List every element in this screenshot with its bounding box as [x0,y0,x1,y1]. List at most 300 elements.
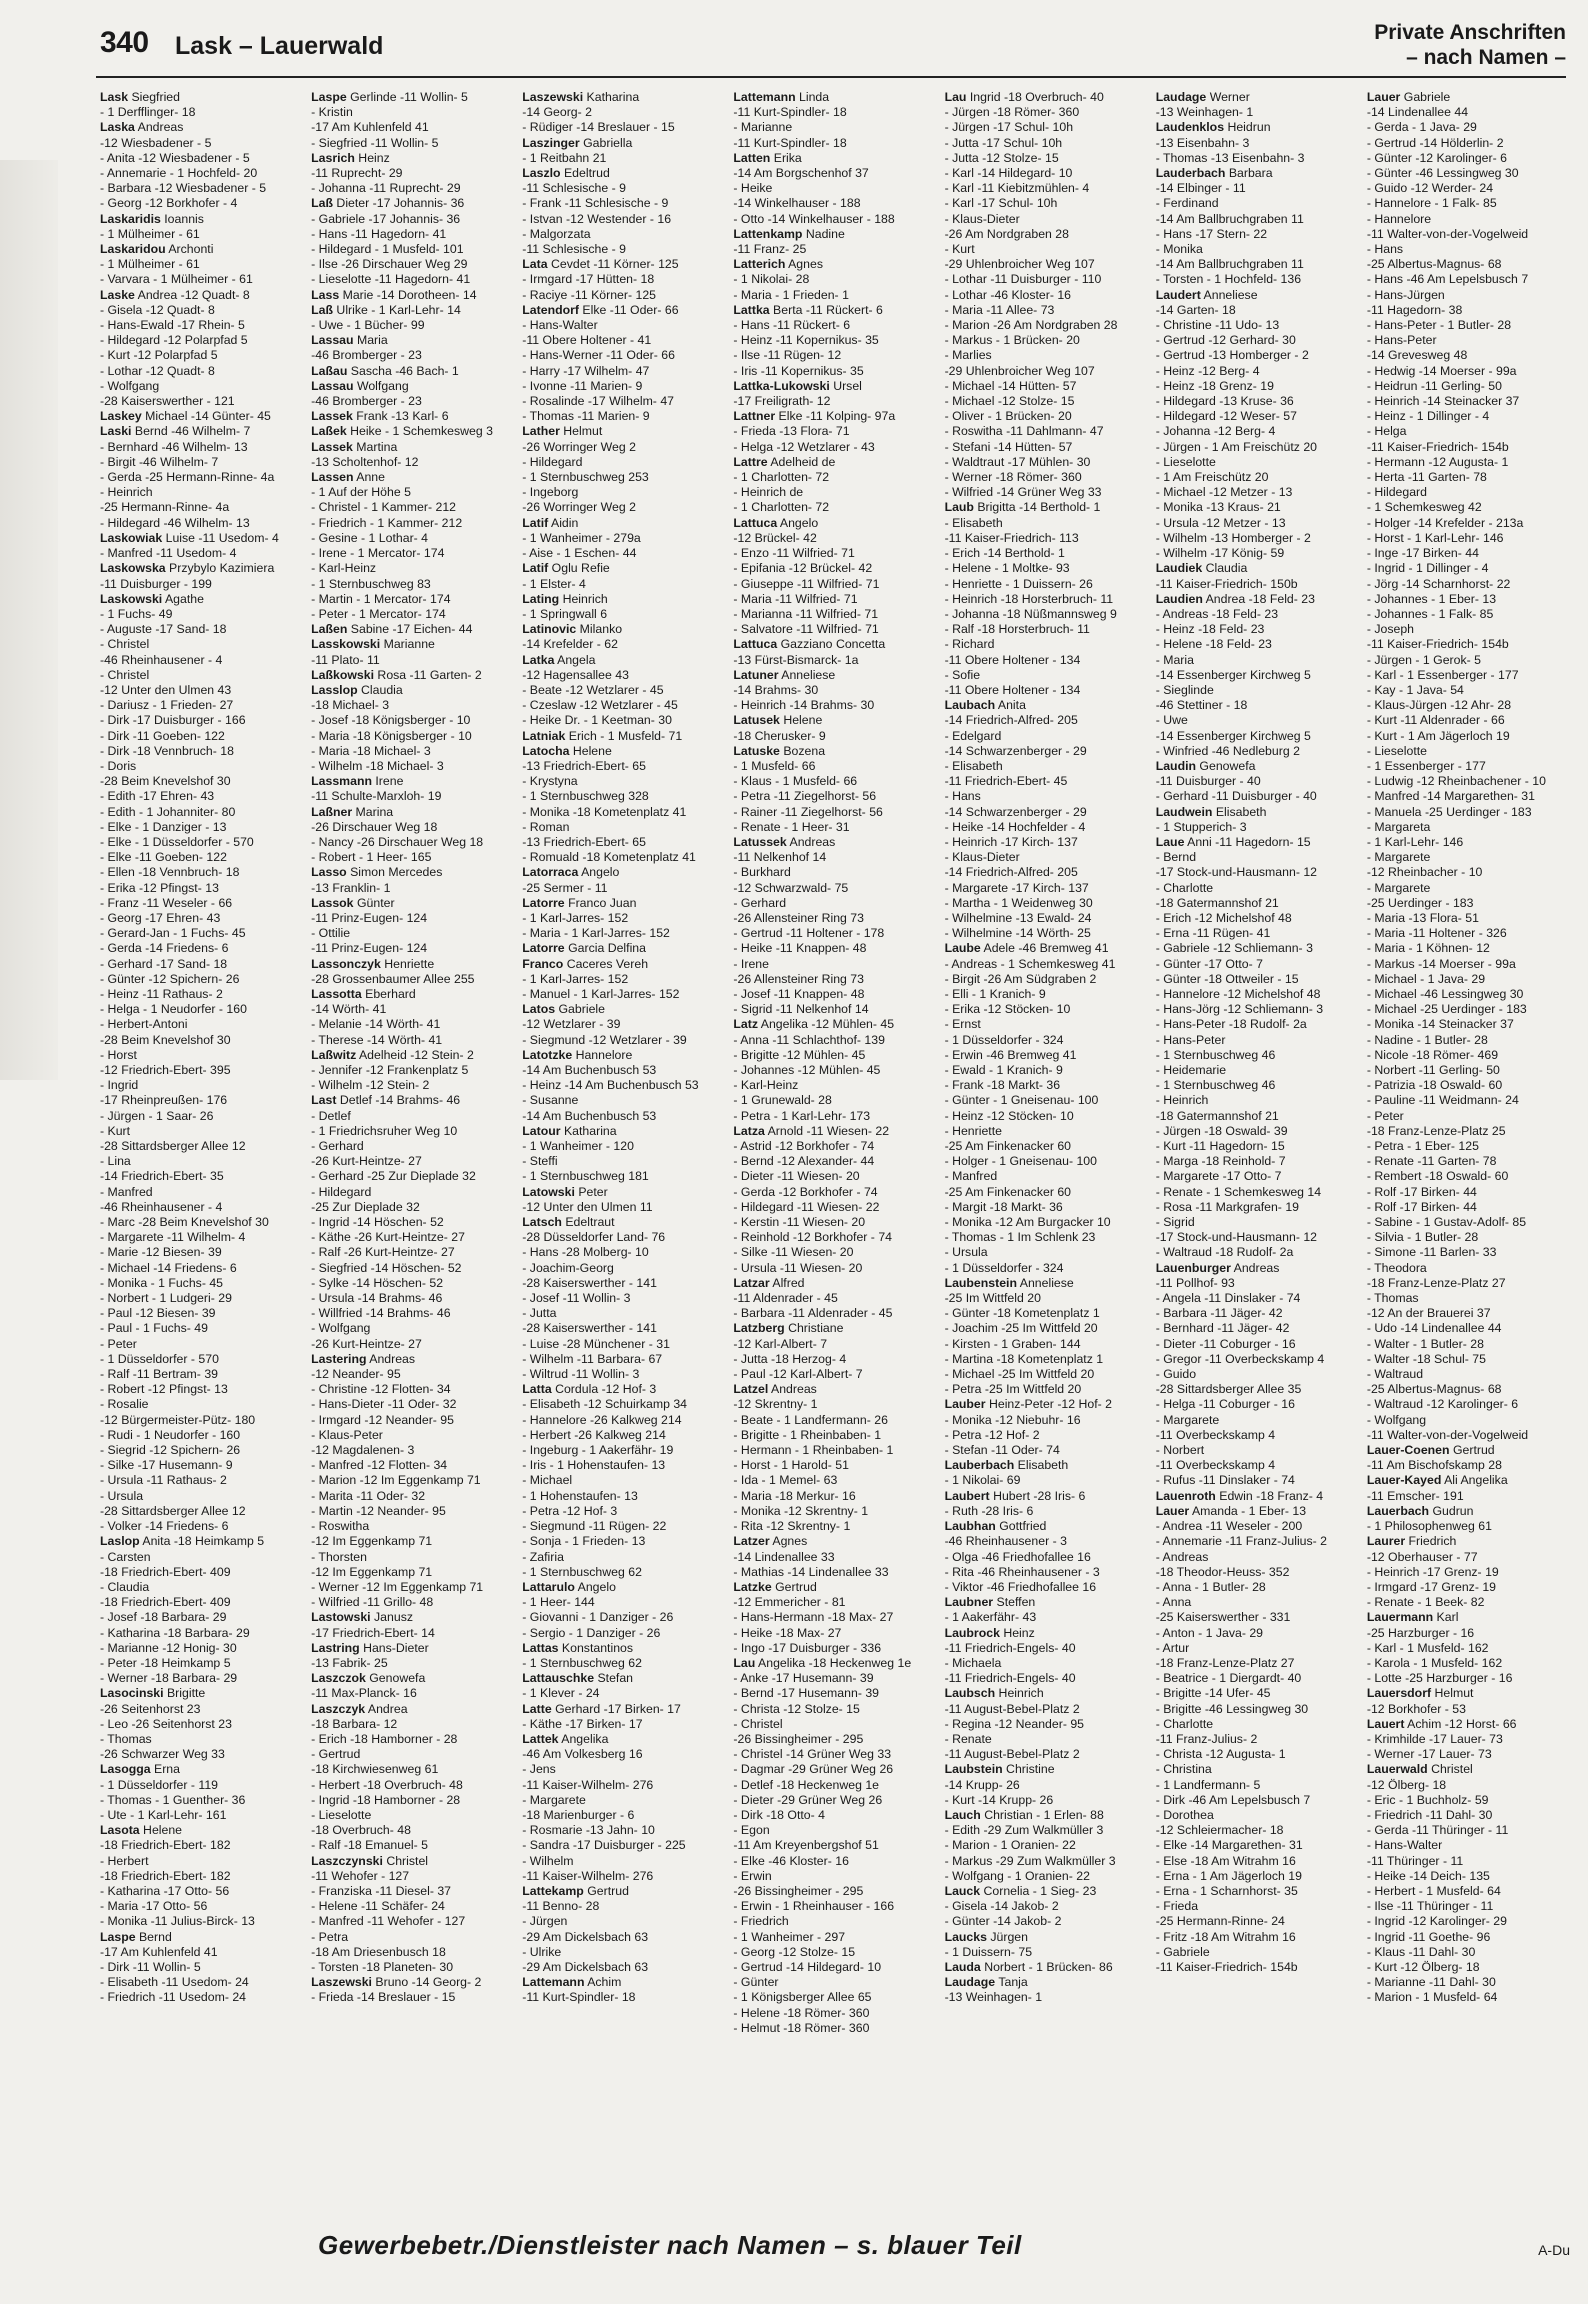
directory-entry: - Sonja - 1 Frieden- 13 [522,1534,646,1549]
directory-entry: - Helene -11 Schäfer- 24 [311,1899,445,1914]
directory-entry: - Hans-Jürgen [1366,287,1445,302]
directory-entry: -26 Kurt-Heintze- 27 [311,1336,422,1351]
directory-entry: - Katharina -17 Otto- 56 [100,1883,230,1898]
directory-entry: - Brigitte -14 Ufer- 45 [1155,1686,1271,1701]
directory-entry: - Siegfried -11 Wollin- 5 [311,135,439,150]
directory-entry: - 1 Sternbuschweg 328 [522,789,649,804]
directory-entry: Lattemann Linda [733,90,830,104]
directory-entry: - Brigitte - 1 Rheinbaben- 1 [733,1427,882,1442]
directory-entry: - Gertrud -11 Holtener - 178 [733,926,885,941]
directory-entry: - Herta -11 Garten- 78 [1366,470,1487,485]
directory-entry: - Ulrike [522,1944,562,1959]
directory-entry: Lasso Simon Mercedes [311,865,443,880]
directory-entry: -14 Lindenallee 33 [733,1549,835,1564]
directory-entry: - Franz -11 Weseler - 66 [100,895,233,910]
directory-entry: -26 Am Nordgraben 28 [944,226,1069,241]
directory-entry: - Erika -12 Stöcken- 10 [944,1002,1071,1017]
directory-entry: -13 Friedrich-Ebert- 65 [522,834,646,849]
directory-entry: - Torsten -18 Planeten- 30 [311,1959,454,1974]
directory-entry: - Hermann - 1 Rheinbaben- 1 [733,1443,894,1458]
directory-entry: - Hans -46 Am Lepelsbusch 7 [1366,272,1529,287]
footer-note: Gewerbebetr./Dienstleister nach Namen – s. blauer Teil [318,2230,1022,2260]
directory-entry: -17 Stock-und-Hausmann- 12 [1155,1230,1318,1245]
directory-entry: - Sandra -17 Duisburger - 225 [522,1838,686,1853]
directory-entry: - Roswitha -11 Dahlmann- 47 [944,424,1104,439]
directory-entry: - Katharina -18 Barbara- 29 [100,1625,250,1640]
directory-entry: - Pauline -11 Weidmann- 24 [1366,1093,1519,1108]
directory-entry: -17 Rheinpreußen- 176 [100,1093,228,1108]
directory-entry: -13 Scholtenhof- 12 [311,454,419,469]
directory-entry: - Ursula -11 Wiesen- 20 [733,1260,863,1275]
section-title [1374,20,1566,70]
directory-entry: - Barbara -11 Aldenrader - 45 [733,1306,893,1321]
directory-entry: - Frank -18 Markt- 36 [944,1078,1061,1093]
directory-entry: - Elli - 1 Kranich- 9 [944,986,1046,1001]
directory-entry: - Angela -11 Dinslaker - 74 [1155,1291,1301,1306]
directory-entry: - Holger - 1 Gneisenau- 100 [944,1154,1097,1169]
directory-entry: - Michaela [944,1655,1002,1670]
directory-entry: Latta Cordula -12 Hof- 3 [522,1382,657,1397]
directory-entry: - Petra -12 Hof- 2 [944,1427,1040,1442]
directory-entry: - Joseph [1366,622,1415,637]
directory-entry: - Dirk -18 Vennbruch- 18 [100,743,234,758]
directory-entry: -14 Schwarzenberger - 29 [944,804,1087,819]
directory-entry: Lauenburger Andreas [1155,1260,1280,1275]
directory-entry: - Hans-Dieter -11 Oder- 32 [311,1397,457,1412]
directory-entry: - Claudia [100,1579,150,1594]
directory-entry: Laudiek Claudia [1155,561,1248,576]
directory-entry: - Michael -14 Hütten- 57 [944,378,1077,393]
directory-entry: Laudien Andrea -18 Feld- 23 [1155,591,1315,606]
directory-entry: - Lothar -46 Kloster- 16 [944,287,1072,302]
directory-entry: -11 Kaiser-Wilhelm- 276 [522,1777,654,1792]
directory-entry: -18 Friedrich-Ebert- 409 [100,1595,231,1610]
directory-entry: Laskey Michael -14 Günter- 45 [100,409,271,424]
directory-column [522,90,721,2220]
directory-entry: - Christel [100,637,150,652]
directory-entry: Latendorf Elke -11 Oder- 66 [522,302,679,317]
directory-entry: - Erwin [733,1868,772,1883]
directory-entry: - Ralf -18 Emanuel- 5 [311,1838,429,1853]
directory-entry: Laspe Bernd [100,1929,172,1944]
directory-entry: - Hans-Peter -18 Rudolf- 2a [1155,1017,1307,1032]
directory-entry: - Hildegard [311,1184,372,1199]
directory-entry: - Wolfgang - 1 Oranien- 22 [944,1868,1090,1883]
directory-entry: -13 Weinhagen- 1 [944,1990,1043,2005]
directory-entry: - Hedwig -14 Moerser - 99a [1366,363,1517,378]
directory-entry: - Helene - 1 Moltke- 93 [944,561,1070,576]
directory-entry: - Hans-Werner -11 Oder- 66 [522,348,675,363]
directory-entry: - Michael [522,1473,573,1488]
directory-entry: - Gertrud [311,1747,361,1762]
directory-entry: - Michael -12 Metzer - 13 [1155,485,1293,500]
directory-entry: -18 Friedrich-Ebert- 182 [100,1868,231,1883]
directory-entry: - Regina -12 Neander- 95 [944,1716,1085,1731]
directory-entry: - Manuela -25 Uerdinger - 183 [1366,804,1532,819]
directory-entry: - Detlef [311,1108,351,1123]
directory-entry: - Edith - 1 Johanniter- 80 [100,804,236,819]
directory-entry: - Markus -29 Zum Walkmüller 3 [944,1853,1116,1868]
directory-entry: - Hans-Walter [522,318,598,333]
directory-entry: - Henriette [944,1123,1002,1138]
directory-entry: -13 Franklin- 1 [311,880,391,895]
directory-entry: - Peter - 1 Mercator- 174 [311,606,446,621]
directory-entry: -25 Harzburger - 16 [1366,1625,1475,1640]
directory-entry: - 1 Aakerfähr- 43 [944,1610,1037,1625]
directory-column [1367,90,1566,2220]
directory-entry: Lau Ingrid -18 Overbruch- 40 [944,90,1104,104]
directory-entry: - Silvia - 1 Butler- 28 [1366,1230,1479,1245]
directory-entry: - Günter -12 Spichern- 26 [100,971,240,986]
directory-entry: Latsch Edeltraut [522,1215,615,1230]
directory-entry: -12 Bürgermeister-Pütz- 180 [100,1412,256,1427]
directory-entry: -28 Sittardsberger Allee 12 [100,1503,246,1518]
directory-entry: - Hans [944,789,981,804]
directory-entry: - Irene [733,956,769,971]
directory-entry: - Kurt -12 Ölberg- 18 [1366,1959,1480,1974]
directory-entry: -18 Marienburger - 6 [522,1807,635,1822]
directory-entry: - 1 Wanheimer - 120 [522,1139,634,1154]
directory-entry: -18 Franz-Lenze-Platz 27 [1366,1275,1506,1290]
directory-entry: - Herbert - 1 Musfeld- 64 [1366,1883,1501,1898]
directory-entry: - Reinhold -12 Borkhofer - 74 [733,1230,892,1245]
directory-entry: - Therese -14 Wörth- 41 [311,1032,443,1047]
directory-entry: - Dieter -11 Coburger - 16 [1155,1336,1296,1351]
directory-entry: -12 Im Eggenkamp 71 [311,1564,433,1579]
directory-entry: - Gisela -12 Quadt- 8 [100,302,215,317]
directory-entry: Lasota Helene [100,1823,183,1838]
directory-entry: -46 Bromberger - 23 [311,394,422,409]
directory-entry: - Ilse -26 Dirschauer Weg 29 [311,257,468,272]
directory-entry: - Gisela -14 Jakob- 2 [944,1899,1059,1914]
directory-entry: - Stefan -11 Oder- 74 [944,1443,1060,1458]
directory-entry: - Kurt -14 Krupp- 26 [944,1792,1054,1807]
directory-entry: - Anna -11 Schlachthof- 139 [733,1032,885,1047]
directory-entry: Latz Angelika -12 Mühlen- 45 [733,1017,895,1032]
directory-entry: - Hans -11 Hagedorn- 41 [311,226,447,241]
directory-entry: - Manfred -14 Margarethen- 31 [1366,789,1535,804]
directory-entry: - Jürgen - 1 Saar- 26 [100,1108,214,1123]
directory-entry: -11 Duisburger - 199 [100,576,212,591]
directory-entry: - Thomas - 1 Guenther- 36 [100,1792,246,1807]
directory-entry: - Jens [522,1762,556,1777]
directory-entry: - Bernhard -46 Wilhelm- 13 [100,439,248,454]
directory-entry: - Thorsten [311,1549,367,1564]
directory-entry: - Friedrich [733,1914,789,1929]
directory-entry: Lattka Berta -11 Rückert- 6 [733,302,883,317]
directory-entry: - Elisabeth -12 Schuirkamp 34 [522,1397,688,1412]
directory-entry: -11 Kaiser-Friedrich- 150b [1155,576,1298,591]
directory-entry: Laubsch Heinrich [944,1686,1044,1701]
directory-entry: -29 Uhlenbroicher Weg 107 [944,363,1095,378]
directory-entry: - Gertrud -14 Hildegard- 10 [733,1959,882,1974]
directory-entry: - 1 Mülheimer - 61 [100,257,200,272]
directory-entry: - Gertrud -14 Hölderlin- 2 [1366,135,1504,150]
directory-entry: - Nadine - 1 Butler- 28 [1366,1032,1488,1047]
directory-entry: - Salvatore -11 Wilfried- 71 [733,622,879,637]
directory-entry: - Lieselotte [1155,454,1216,469]
directory-entry: - 1 Wanheimer - 279a [522,530,641,545]
directory-columns [100,90,1566,2220]
directory-entry: - Richard [944,637,995,652]
directory-entry: - Hannelore -26 Kalkweg 214 [522,1412,682,1427]
directory-entry: -12 Magdalenen- 3 [311,1443,415,1458]
directory-entry: -13 Friedrich-Ebert- 65 [522,758,646,773]
directory-entry: - Leo -26 Seitenhorst 23 [100,1716,232,1731]
directory-entry: - Margarete -17 Kirch- 137 [944,880,1089,895]
directory-entry: - Hans -11 Rückert- 6 [733,318,851,333]
directory-entry: -12 Ölberg- 18 [1366,1777,1447,1792]
directory-entry: - 1 Auf der Höhe 5 [311,485,411,500]
directory-entry: - Franziska -11 Diesel- 37 [311,1883,452,1898]
directory-entry: Latterich Agnes [733,257,823,272]
directory-entry: Laszinger Gabriella [522,135,633,150]
directory-entry: -11 Kaiser-Friedrich- 154b [1155,1959,1298,1974]
directory-entry: - Ruth -28 Iris- 6 [944,1503,1034,1518]
directory-entry: - Ingrid - 1 Dillinger - 4 [1366,561,1489,576]
directory-entry: - Guido [1155,1367,1197,1382]
directory-entry: - Hildegard [1366,485,1427,500]
directory-entry: - Beate -12 Wetzlarer - 45 [522,682,664,697]
directory-entry: - Christel - 1 Kammer- 212 [311,500,457,515]
directory-entry: - Frank -11 Schlesische - 9 [522,196,669,211]
directory-entry: - Markus -14 Moerser - 99a [1366,956,1516,971]
header-rule [96,76,1566,78]
directory-entry: -28 Beim Knevelshof 30 [100,774,231,789]
directory-entry: - Jutta -12 Stolze- 15 [944,150,1059,165]
directory-entry: - Monika -11 Julius-Birck- 13 [100,1914,255,1929]
directory-entry: - Wilhelm -13 Homberger - 2 [1155,530,1311,545]
directory-entry: - Birgit -26 Am Südgraben 2 [944,971,1097,986]
directory-entry: - Michael -12 Stolze- 15 [944,394,1075,409]
directory-entry: - Elisabeth [944,758,1003,773]
directory-entry: - Willfried -14 Brahms- 46 [311,1306,451,1321]
directory-entry: Lattekamp Gertrud [522,1883,629,1898]
directory-entry: -11 Benno- 28 [522,1899,600,1914]
directory-entry: - 1 Karl-Jarres- 152 [522,971,629,986]
directory-entry: - Heinrich -14 Brahms- 30 [733,698,875,713]
directory-entry: -11 Kaiser-Friedrich- 154b [1366,637,1509,652]
directory-entry: - Waltraud -12 Karolinger- 6 [1366,1397,1519,1412]
directory-entry: Laue Anni -11 Hagedorn- 15 [1155,834,1311,849]
directory-entry: - Iris -11 Kopernikus- 35 [733,363,864,378]
directory-entry: - Elke -14 Margarethen- 31 [1155,1838,1303,1853]
directory-entry: - Johanna -12 Berg- 4 [1155,424,1276,439]
directory-entry: - 1 Nikolai- 69 [944,1473,1021,1488]
region-code: A-Du [1538,2242,1570,2258]
directory-entry: - Ernst [944,1017,981,1032]
directory-entry: -28 Kaiserswerther - 121 [100,394,235,409]
directory-entry: -12 Borkhofer - 53 [1366,1701,1466,1716]
directory-entry: - Werner -17 Lauer- 73 [1366,1747,1492,1762]
directory-column [100,90,299,2220]
directory-entry: Latzar Alfred [733,1275,805,1290]
directory-entry: - Ivonne -11 Marien- 9 [522,378,643,393]
directory-entry: - 1 Königsberger Allee 65 [733,1990,872,2005]
directory-entry: Lassen Anne [311,470,385,485]
directory-entry: -11 Friedrich-Ebert- 45 [944,774,1068,789]
directory-entry: -12 Friedrich-Ebert- 395 [100,1063,231,1077]
directory-entry: -11 Max-Planck- 16 [311,1686,417,1701]
directory-entry: - Marianne [733,120,793,135]
directory-entry: Laszczok Genowefa [311,1671,426,1686]
directory-entry: - Barbara -12 Wiesbadener - 5 [100,181,267,196]
directory-entry: -14 Am Ballbruchgraben 11 [1155,211,1304,226]
directory-entry: - Ilse -11 Thüringer - 11 [1366,1899,1494,1914]
directory-entry: Lassau Maria [311,333,388,348]
directory-entry: -26 Kurt-Heintze- 27 [311,1154,422,1169]
directory-entry: - 1 Sternbuschweg 181 [522,1169,649,1184]
directory-entry: - Lieselotte [311,1807,372,1822]
directory-entry: - Maria - 1 Köhnen- 12 [1366,941,1490,956]
directory-entry: - Hannelore -12 Michelshof 48 [1155,986,1321,1001]
directory-entry: - Josef -18 Barbara- 29 [100,1610,227,1625]
directory-entry: -11 Am Bischofskamp 28 [1366,1458,1502,1473]
directory-entry: - Siegrid -12 Spichern- 26 [100,1443,241,1458]
directory-entry: - Edith -17 Ehren- 43 [100,789,215,804]
directory-entry: - Irmgard -12 Neander- 95 [311,1412,454,1427]
page-number: 340 [100,26,149,59]
directory-entry: Franco Caceres Vereh [522,956,649,971]
directory-entry: - Iris - 1 Hohenstaufen- 13 [522,1458,666,1473]
directory-entry: - Monika -12 Am Burgacker 10 [944,1215,1111,1230]
directory-entry: - 1 Nikolai- 28 [733,272,810,287]
directory-entry: Lattauschke Stefan [522,1671,634,1686]
directory-entry: - Gerda -11 Thüringer - 11 [1366,1823,1509,1838]
directory-entry: - Rainer -11 Ziegelhorst- 56 [733,804,883,819]
directory-column [311,90,510,2220]
directory-entry: - Romuald -18 Kometenplatz 41 [522,850,696,865]
directory-entry: - Christa -12 Stolze- 15 [733,1701,860,1716]
directory-entry: Latorre Garcia Delfina [522,941,646,956]
directory-entry: -11 Kurt-Spindler- 18 [733,105,847,120]
directory-entry: -25 Hermann-Rinne- 4a [100,500,230,515]
directory-entry: -12 Unter den Ulmen 43 [100,682,232,697]
directory-entry: -28 Sittardsberger Allee 12 [100,1139,246,1154]
directory-entry: -11 Kaiser-Friedrich- 113 [944,530,1079,545]
directory-entry: - Dariusz - 1 Frieden- 27 [100,698,234,713]
directory-entry: - Fritz -18 Am Witrahm 16 [1155,1929,1296,1944]
directory-entry: - Günter -46 Lessingweg 30 [1366,166,1519,181]
directory-entry: - 1 Wanheimer - 297 [733,1929,846,1944]
directory-entry: - Robert - 1 Heer- 165 [311,850,432,865]
directory-entry: - Margareta [1366,819,1431,834]
directory-entry: - Gabriele [1155,1944,1210,1959]
directory-entry: -18 Cherusker- 9 [733,728,826,743]
directory-entry: -46 Bromberger - 23 [311,348,422,363]
directory-entry: - Viktor -46 Friedhofallee 16 [944,1579,1097,1594]
directory-entry: -14 Brahms- 30 [733,682,819,697]
directory-entry: Laszczyk Andrea [311,1701,408,1716]
directory-entry: - Helga - 1 Neudorfer - 160 [100,1002,247,1017]
directory-entry: Lassmann Irene [311,774,404,789]
directory-entry: - Marion - 1 Musfeld- 64 [1366,1990,1498,2005]
directory-entry: -14 Grevesweg 48 [1366,348,1468,363]
directory-entry: - Kurt - 1 Am Jägerloch 19 [1366,728,1510,743]
directory-entry: - Karl -14 Hildegard- 10 [944,166,1073,181]
directory-entry: - Markus - 1 Brücken- 20 [944,333,1080,348]
directory-entry: -18 Friedrich-Ebert- 182 [100,1838,231,1853]
directory-entry: - Oliver - 1 Brücken- 20 [944,409,1072,424]
directory-entry: -18 Michael- 3 [311,698,390,713]
directory-entry: -12 Oberhauser - 77 [1366,1549,1478,1564]
directory-entry: - Hildegard -12 Weser- 57 [1155,409,1297,424]
directory-entry: - Walter - 1 Butler- 28 [1366,1336,1484,1351]
directory-entry: -11 Hagedorn- 38 [1366,302,1463,317]
directory-entry: -14 Elbinger - 11 [1155,181,1246,196]
directory-entry: - Lieselotte [1366,743,1427,758]
directory-entry: - Susanne [522,1093,579,1108]
directory-entry: - Thomas - 1 Im Schlenk 23 [944,1230,1096,1245]
directory-entry: - Rembert -18 Oswald- 60 [1366,1169,1509,1184]
directory-entry: -11 Kaiser-Wilhelm- 276 [522,1868,654,1883]
directory-entry: -11 Kurt-Spindler- 18 [733,135,847,150]
directory-entry: - Andreas - 1 Schemkesweg 41 [944,956,1116,971]
directory-entry: - 1 Klever - 24 [522,1686,600,1701]
directory-entry: - Elke - 1 Danziger - 13 [100,819,227,834]
directory-entry: - Erich -12 Michelshof 48 [1155,910,1292,925]
directory-entry: -18 Friedrich-Ebert- 409 [100,1564,231,1579]
directory-entry: - Ute - 1 Karl-Lehr- 161 [100,1807,227,1822]
directory-entry: - 1 Musfeld- 66 [733,758,816,773]
directory-entry: - Michael -25 Uerdinger - 183 [1366,1002,1527,1017]
directory-entry: Lauer-Kayed Ali Angelika [1366,1473,1508,1488]
directory-entry: -25 Albertus-Magnus- 68 [1366,257,1502,272]
directory-entry: Laßek Heike - 1 Schemkesweg 3 [311,424,493,439]
directory-entry: - Margarete [522,1792,586,1807]
directory-entry: - Bernd -12 Alexander- 44 [733,1154,875,1169]
directory-entry: - Wolfgang [311,1321,371,1336]
directory-entry: - 1 Düsseldorfer - 324 [944,1260,1064,1275]
page-header [0,0,1588,80]
directory-entry: - Wilhelm -12 Stein- 2 [311,1078,430,1093]
directory-entry: -26 Bissingheimer - 295 [733,1731,864,1746]
directory-entry: - 1 Duissern- 75 [944,1944,1033,1959]
directory-entry: Laudin Genowefa [1155,758,1256,773]
directory-entry: -11 Obere Holtener - 134 [944,652,1081,667]
directory-entry: - 1 Sternbuschweg 46 [1155,1078,1276,1093]
directory-entry: Laub Brigitta -14 Berthold- 1 [944,500,1101,515]
directory-entry: Laubstein Christine [944,1762,1055,1777]
directory-entry: Laßkowski Rosa -11 Garten- 2 [311,667,482,682]
directory-entry: -11 Schulte-Marxloh- 19 [311,789,442,804]
directory-entry: - Günter -12 Karolinger- 6 [1366,150,1507,165]
directory-entry: Laszewski Katharina [522,90,640,104]
directory-entry: - Andreas [1155,1549,1209,1564]
directory-entry: -11 Franz- 25 [733,242,807,257]
directory-entry: Laubenstein Anneliese [944,1275,1074,1290]
directory-entry: - Georg -12 Borkhofer - 4 [100,196,238,211]
directory-entry: - Krystyna [522,774,578,789]
directory-entry: -11 Prinz-Eugen- 124 [311,910,428,925]
directory-entry: - Marga -18 Reinhold- 7 [1155,1154,1286,1169]
directory-entry: - 1 Landfermann- 5 [1155,1777,1261,1792]
directory-entry: - Jürgen -18 Oswald- 39 [1155,1123,1288,1138]
directory-entry: - Hildegard [522,454,583,469]
directory-entry: Laudage Tanja [944,1975,1028,1990]
directory-entry: -12 Schleiermacher- 18 [1155,1823,1284,1838]
directory-entry: - Epifania -12 Brückel- 42 [733,561,873,576]
directory-entry: - Heinz -18 Feld- 23 [1155,622,1265,637]
directory-entry: -26 Bissingheimer - 295 [733,1883,864,1898]
directory-entry: - Ilse -11 Rügen- 12 [733,348,842,363]
directory-entry: - Heinrich -14 Steinacker 37 [1366,394,1520,409]
directory-entry: -18 Overbruch- 48 [311,1823,411,1838]
directory-entry: - Heike -11 Knappen- 48 [733,941,867,956]
directory-entry: -46 Rheinhausener - 3 [944,1534,1067,1549]
directory-entry: - Petra - 1 Karl-Lehr- 173 [733,1108,871,1123]
directory-entry: - Gerhard [733,895,787,910]
